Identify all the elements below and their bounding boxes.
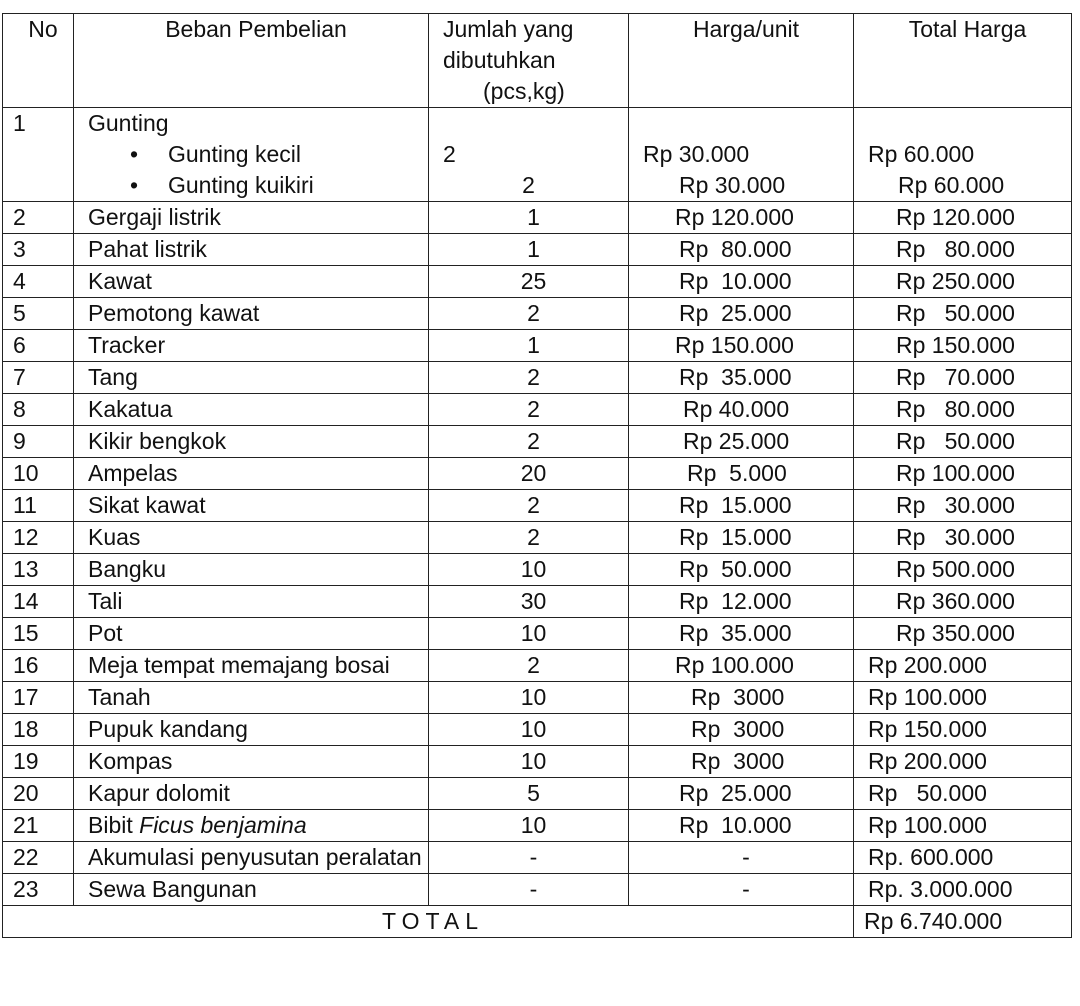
table-row	[3, 522, 1072, 554]
row-no: 14	[3, 586, 74, 618]
row-price	[629, 586, 854, 618]
row-item	[74, 618, 429, 650]
row-item	[74, 266, 429, 298]
price-value: Rp 150.000	[675, 332, 794, 358]
sub-price: Rp 30.000	[643, 141, 750, 167]
row-item	[74, 778, 429, 810]
price-value: Rp 80.000	[679, 236, 792, 262]
row-item	[74, 458, 429, 490]
total-value: Rp 80.000	[896, 396, 1015, 422]
price-value: Rp 3000	[691, 716, 785, 742]
row-total	[854, 714, 1072, 746]
row-price	[629, 490, 854, 522]
row-no: 7	[3, 362, 74, 394]
bullet-icon: •	[129, 141, 139, 167]
table-row	[3, 554, 1072, 586]
row-price	[629, 618, 854, 650]
item-label: Pupuk kandang	[88, 716, 248, 742]
table-row	[3, 714, 1072, 746]
price-value: Rp 25.000	[683, 428, 790, 454]
row-item	[74, 202, 429, 234]
item-label: Pemotong kawat	[88, 300, 260, 326]
total-value: Rp. 600.000	[868, 844, 994, 870]
item-label: Meja tempat memajang bosai	[88, 652, 390, 678]
row-qty: 2	[429, 426, 629, 458]
row-item	[74, 234, 429, 266]
row-no: 15	[3, 618, 74, 650]
row-no: 5	[3, 298, 74, 330]
row-qty: 2	[429, 362, 629, 394]
total-value: Rp 200.000	[868, 748, 987, 774]
item-label: Ampelas	[88, 460, 178, 486]
table-row	[3, 266, 1072, 298]
row-total	[854, 554, 1072, 586]
row-price	[629, 554, 854, 586]
table-row	[3, 298, 1072, 330]
row-no: 21	[3, 810, 74, 842]
price-value: Rp 3000	[691, 684, 785, 710]
item-species-label: Ficus benjamina	[139, 812, 307, 838]
row-price	[629, 234, 854, 266]
row-total	[854, 426, 1072, 458]
row-total	[854, 394, 1072, 426]
row-no: 18	[3, 714, 74, 746]
row-total	[854, 650, 1072, 682]
row-total	[854, 362, 1072, 394]
total-value: Rp 120.000	[896, 204, 1015, 230]
row-item	[74, 362, 429, 394]
row-item	[74, 522, 429, 554]
row-qty: 2	[429, 298, 629, 330]
row-price	[629, 202, 854, 234]
header-no: No	[3, 14, 74, 108]
table-row	[3, 682, 1072, 714]
table-row	[3, 330, 1072, 362]
item-label: Bibit	[88, 812, 140, 838]
row-no: 19	[3, 746, 74, 778]
sub-item-label: Gunting kuikiri	[168, 172, 314, 198]
row-total	[854, 298, 1072, 330]
header-price: Harga/unit	[629, 14, 854, 108]
price-value: Rp 25.000	[679, 780, 792, 806]
row-qty: -	[429, 874, 629, 906]
table-row	[3, 202, 1072, 234]
row-no: 10	[3, 458, 74, 490]
item-label: Gergaji listrik	[88, 204, 221, 230]
table-row	[3, 426, 1072, 458]
row-qty: 1	[429, 234, 629, 266]
total-value: Rp 100.000	[868, 812, 987, 838]
row-no: 4	[3, 266, 74, 298]
item-label: Pot	[88, 620, 123, 646]
total-value: Rp 100.000	[896, 460, 1015, 486]
row-price	[629, 266, 854, 298]
total-value: Rp 200.000	[868, 652, 987, 678]
row-no: 8	[3, 394, 74, 426]
total-value: Rp 6.740.000	[854, 906, 1072, 938]
row-total	[854, 618, 1072, 650]
table-row	[3, 618, 1072, 650]
price-value: Rp 15.000	[679, 524, 792, 550]
item-label: Gunting	[88, 110, 169, 136]
row-item	[74, 108, 429, 202]
row-qty: 10	[429, 810, 629, 842]
row-total	[854, 586, 1072, 618]
row-item	[74, 746, 429, 778]
price-value: Rp 10.000	[679, 812, 792, 838]
row-no: 20	[3, 778, 74, 810]
item-label: Kakatua	[88, 396, 173, 422]
row-no: 2	[3, 202, 74, 234]
row-item	[74, 490, 429, 522]
row-no: 13	[3, 554, 74, 586]
table-row	[3, 108, 1072, 202]
row-no: 17	[3, 682, 74, 714]
row-qty: 5	[429, 778, 629, 810]
item-label: Kawat	[88, 268, 152, 294]
row-price	[629, 746, 854, 778]
header-total: Total Harga	[854, 14, 1072, 108]
table-row	[3, 394, 1072, 426]
sub-qty: 2	[443, 141, 456, 167]
row-qty: 30	[429, 586, 629, 618]
table-row	[3, 650, 1072, 682]
price-value: Rp 40.000	[683, 396, 790, 422]
row-no: 22	[3, 842, 74, 874]
row-total	[854, 330, 1072, 362]
row-price	[629, 394, 854, 426]
row-price	[629, 522, 854, 554]
header-qty-line1: Jumlah yang	[443, 16, 574, 42]
row-qty: 20	[429, 458, 629, 490]
row-item	[74, 714, 429, 746]
header-row	[3, 14, 1072, 108]
row-price	[629, 778, 854, 810]
row-no: 1	[3, 108, 74, 202]
row-item	[74, 298, 429, 330]
total-row	[3, 906, 1072, 938]
total-value: Rp 50.000	[896, 300, 1015, 326]
row-qty	[429, 108, 629, 202]
item-label: Kompas	[88, 748, 173, 774]
price-value: Rp 25.000	[679, 300, 792, 326]
table-row	[3, 746, 1072, 778]
item-label: Kuas	[88, 524, 141, 550]
sub-total: Rp 60.000	[898, 172, 1005, 198]
price-value: Rp 10.000	[679, 268, 792, 294]
price-value: Rp 15.000	[679, 492, 792, 518]
row-qty: 2	[429, 490, 629, 522]
total-value: Rp 360.000	[896, 588, 1015, 614]
table-row	[3, 842, 1072, 874]
total-value: Rp 500.000	[896, 556, 1015, 582]
price-value: -	[742, 844, 750, 870]
row-qty: 10	[429, 618, 629, 650]
total-value: Rp 30.000	[896, 492, 1015, 518]
row-price	[629, 330, 854, 362]
price-value: Rp 12.000	[679, 588, 792, 614]
table-row	[3, 362, 1072, 394]
item-label: Pahat listrik	[88, 236, 207, 262]
total-label: TOTAL	[3, 906, 854, 938]
row-no: 9	[3, 426, 74, 458]
row-price	[629, 874, 854, 906]
table-row	[3, 810, 1072, 842]
header-qty-line2: dibutuhkan	[443, 47, 556, 73]
sub-item-label: Gunting kecil	[168, 141, 301, 167]
row-qty: 1	[429, 330, 629, 362]
item-label: Tracker	[88, 332, 166, 358]
row-item	[74, 874, 429, 906]
row-total	[854, 108, 1072, 202]
row-price	[629, 108, 854, 202]
item-label: Kapur dolomit	[88, 780, 230, 806]
row-item	[74, 810, 429, 842]
table-row	[3, 778, 1072, 810]
row-total	[854, 522, 1072, 554]
total-value: Rp 100.000	[868, 684, 987, 710]
row-price	[629, 810, 854, 842]
sub-total: Rp 60.000	[868, 141, 975, 167]
row-price	[629, 298, 854, 330]
row-total	[854, 458, 1072, 490]
row-item	[74, 330, 429, 362]
item-label: Sewa Bangunan	[88, 876, 257, 902]
price-value: Rp 50.000	[679, 556, 792, 582]
table-row	[3, 586, 1072, 618]
row-price	[629, 426, 854, 458]
row-no: 11	[3, 490, 74, 522]
total-value: Rp 50.000	[868, 780, 987, 806]
table-row	[3, 458, 1072, 490]
row-qty: 25	[429, 266, 629, 298]
row-total	[854, 682, 1072, 714]
price-value: Rp 3000	[691, 748, 785, 774]
row-total	[854, 234, 1072, 266]
price-value: Rp 120.000	[675, 204, 794, 230]
row-no: 12	[3, 522, 74, 554]
row-qty: 1	[429, 202, 629, 234]
total-value: Rp 150.000	[896, 332, 1015, 358]
row-total	[854, 874, 1072, 906]
total-value: Rp 70.000	[896, 364, 1015, 390]
row-total	[854, 810, 1072, 842]
row-item	[74, 842, 429, 874]
row-no: 3	[3, 234, 74, 266]
row-qty: 2	[429, 650, 629, 682]
header-item: Beban Pembelian	[74, 14, 429, 108]
item-label: Tali	[88, 588, 123, 614]
row-no: 23	[3, 874, 74, 906]
price-value: Rp 35.000	[679, 364, 792, 390]
row-total	[854, 842, 1072, 874]
item-label: Kikir bengkok	[88, 428, 227, 454]
header-qty	[429, 14, 629, 108]
row-price	[629, 842, 854, 874]
row-item	[74, 394, 429, 426]
total-value: Rp 80.000	[896, 236, 1015, 262]
row-total	[854, 266, 1072, 298]
row-no: 6	[3, 330, 74, 362]
row-price	[629, 458, 854, 490]
row-total	[854, 202, 1072, 234]
row-no: 16	[3, 650, 74, 682]
row-price	[629, 650, 854, 682]
table-row	[3, 234, 1072, 266]
sub-qty: 2	[522, 172, 535, 198]
row-price	[629, 362, 854, 394]
row-qty: 2	[429, 522, 629, 554]
purchase-cost-table	[2, 13, 1072, 938]
item-label: Tang	[88, 364, 138, 390]
total-value: Rp 150.000	[868, 716, 987, 742]
total-value: Rp 250.000	[896, 268, 1015, 294]
row-price	[629, 682, 854, 714]
bullet-icon: •	[129, 172, 139, 198]
row-item	[74, 682, 429, 714]
item-label: Sikat kawat	[88, 492, 206, 518]
item-label: Tanah	[88, 684, 151, 710]
total-value: Rp 30.000	[896, 524, 1015, 550]
item-label: Bangku	[88, 556, 167, 582]
total-value: Rp 50.000	[896, 428, 1015, 454]
total-value: Rp 350.000	[896, 620, 1015, 646]
row-price	[629, 714, 854, 746]
row-qty: 10	[429, 682, 629, 714]
row-total	[854, 778, 1072, 810]
row-qty: 2	[429, 394, 629, 426]
table-row	[3, 490, 1072, 522]
price-value: -	[742, 876, 750, 902]
table-row	[3, 874, 1072, 906]
header-qty-line3: (pcs,kg)	[483, 78, 565, 104]
row-item	[74, 554, 429, 586]
row-item	[74, 650, 429, 682]
row-item	[74, 426, 429, 458]
row-total	[854, 746, 1072, 778]
row-qty: 10	[429, 554, 629, 586]
row-qty: 10	[429, 714, 629, 746]
row-item	[74, 586, 429, 618]
total-value: Rp. 3.000.000	[868, 876, 1013, 902]
sub-price: Rp 30.000	[679, 172, 786, 198]
item-label: Akumulasi penyusutan peralatan	[88, 844, 422, 870]
row-total	[854, 490, 1072, 522]
price-value: Rp 35.000	[679, 620, 792, 646]
price-value: Rp 100.000	[675, 652, 794, 678]
row-qty: -	[429, 842, 629, 874]
price-value: Rp 5.000	[687, 460, 787, 486]
row-qty: 10	[429, 746, 629, 778]
